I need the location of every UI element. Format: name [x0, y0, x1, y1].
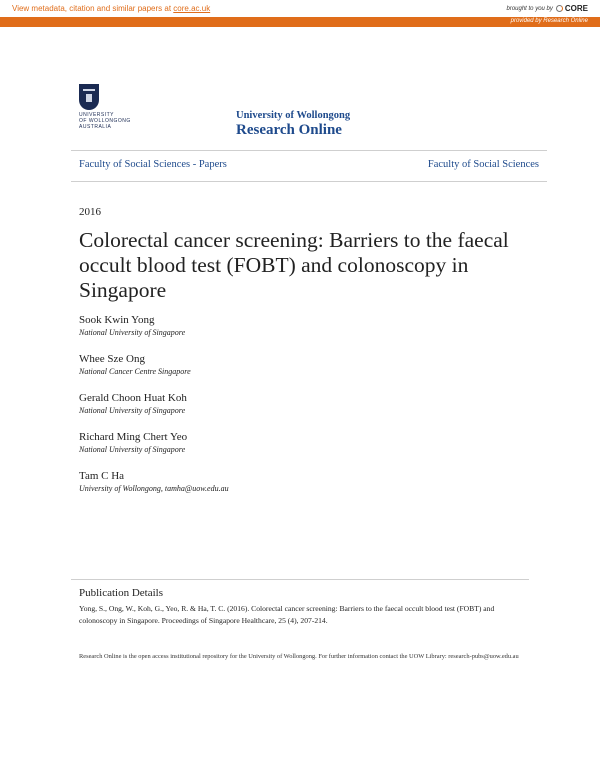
- university-crest-icon: [79, 84, 99, 110]
- author-affiliation: University of Wollongong, tamha@uow.edu.au: [79, 484, 229, 493]
- university-wordmark: [79, 112, 145, 130]
- core-banner: [0, 0, 600, 27]
- wordmark-line: AUSTRALIA: [79, 124, 112, 130]
- publication-year: 2016: [79, 206, 101, 218]
- author-affiliation: National University of Singapore: [79, 328, 186, 337]
- wordmark-line: UNIVERSITY: [79, 112, 115, 118]
- author-list: [79, 313, 229, 508]
- core-top-strip: [0, 0, 600, 17]
- author-entry: [79, 469, 229, 495]
- author-name: Tam C Ha: [79, 470, 125, 482]
- wordmark-line: OF WOLLONGONG: [79, 118, 131, 124]
- core-brought-label: brought to you by: [506, 5, 553, 12]
- collection-nav: [71, 150, 547, 182]
- author-entry: [79, 430, 229, 456]
- core-brand-text: CORE: [564, 4, 588, 13]
- core-link-domain[interactable]: core.ac.uk: [173, 4, 211, 13]
- author-entry: [79, 352, 229, 378]
- core-metadata-link[interactable]: [12, 4, 210, 13]
- publication-details: Yong, S., Ong, W., Koh, G., Yeo, R. & Ha, T. C. (2016). Colorectal cancer screening: Barriers to the faecal occult blood test (FOBT) and colonoscopy in Singapore. Proceedings of Singapore Healthcare, 25 (4), 207-214.: [79, 604, 495, 625]
- author-entry: [79, 391, 229, 417]
- core-brought-by[interactable]: [507, 4, 589, 13]
- university-logo[interactable]: [79, 84, 145, 136]
- author-name: Sook Kwin Yong: [79, 314, 155, 326]
- nav-link-papers[interactable]: Faculty of Social Sciences - Papers: [79, 159, 227, 170]
- publication-divider: [71, 579, 529, 580]
- author-name: Gerald Choon Huat Koh: [79, 392, 187, 404]
- repository-university[interactable]: University of Wollongong: [236, 110, 351, 121]
- author-name: Richard Ming Chert Yeo: [79, 431, 188, 443]
- core-logo[interactable]: [556, 4, 588, 13]
- repository-name[interactable]: Research Online: [236, 122, 342, 138]
- nav-link-faculty[interactable]: Faculty of Social Sciences: [427, 159, 539, 170]
- author-affiliation: National Cancer Centre Singapore: [79, 367, 191, 376]
- author-name: Whee Sze Ong: [79, 353, 145, 365]
- core-provided-by[interactable]: provided by Research Online: [510, 18, 588, 24]
- author-entry: [79, 313, 229, 339]
- author-affiliation: National University of Singapore: [79, 445, 186, 454]
- core-orange-bar: [0, 17, 600, 27]
- core-link-text: View metadata, citation and similar papers at: [12, 4, 174, 13]
- core-logo-icon: [556, 5, 563, 12]
- publication-heading: Publication Details: [79, 587, 164, 599]
- author-affiliation: National University of Singapore: [79, 406, 186, 415]
- paper-title: Colorectal cancer screening: Barriers to the faecal occult blood test (FOBT) and colonoscopy in Singapore: [79, 228, 509, 302]
- repository-heading[interactable]: [236, 110, 350, 139]
- repository-footer-note: Research Online is the open access institutional repository for the University of Wollongong. For further information contact the UOW Library: research-pubs@uow.edu.au: [79, 653, 519, 660]
